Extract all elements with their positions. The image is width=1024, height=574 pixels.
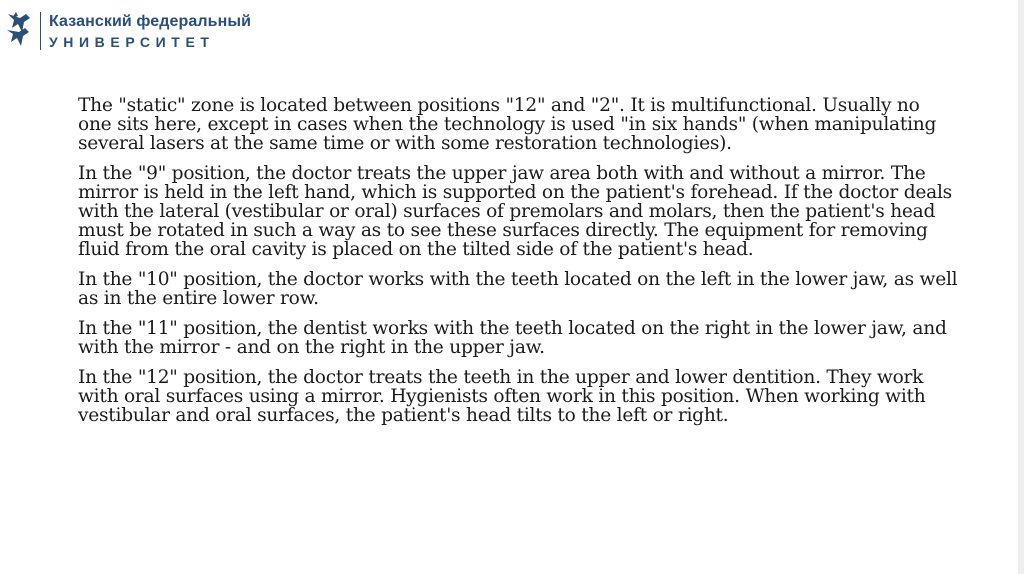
logo-divider bbox=[40, 12, 41, 50]
slide-edge bbox=[1018, 0, 1024, 574]
paragraph-position-9: In the "9" position, the doctor treats the upper jaw area both with and without a mirror. The mirror is held in the left hand, which is supported on the patient's forehead. If the doctor deals with the lateral (vestibular or oral) surfaces of premolars and molars, then the patient's head must be rotated in such a way as to see these surfaces directly. The equipment for removing fluid from the oral cavity is placed on the tilted side of the patient's head. bbox=[78, 163, 952, 260]
paragraph-position-12: In the "12" position, the doctor treats the teeth in the upper and lower dentition. They work with oral surfaces using a mirror. Hygienists often work in this position. When working with vestibular and oral surfaces, the patient's head tilts to the left or right. bbox=[78, 367, 926, 426]
university-name-line1: Казанский федеральный bbox=[49, 13, 252, 30]
paragraph-static-zone: The "static" zone is located between positions "12" and "2". It is multifunctional. Usually no one sits here, except in cases when the technology is used "in six hands" (when manipulating several lasers at the same time or with some restoration technologies). bbox=[78, 95, 937, 154]
logo-text bbox=[49, 8, 251, 49]
slide-body bbox=[78, 96, 958, 436]
paragraph-position-11: In the "11" position, the dentist works with the teeth located on the right in the lower jaw, and with the mirror - and on the right in the upper jaw. bbox=[78, 318, 947, 358]
university-logo bbox=[4, 8, 251, 52]
university-name-line2: УНИВЕРСИТЕТ bbox=[49, 34, 215, 50]
paragraph-position-10: In the "10" position, the doctor works with the teeth located on the left in the lower jaw, as well as in the entire lower row. bbox=[78, 269, 958, 309]
kfu-emblem-icon bbox=[4, 8, 34, 52]
